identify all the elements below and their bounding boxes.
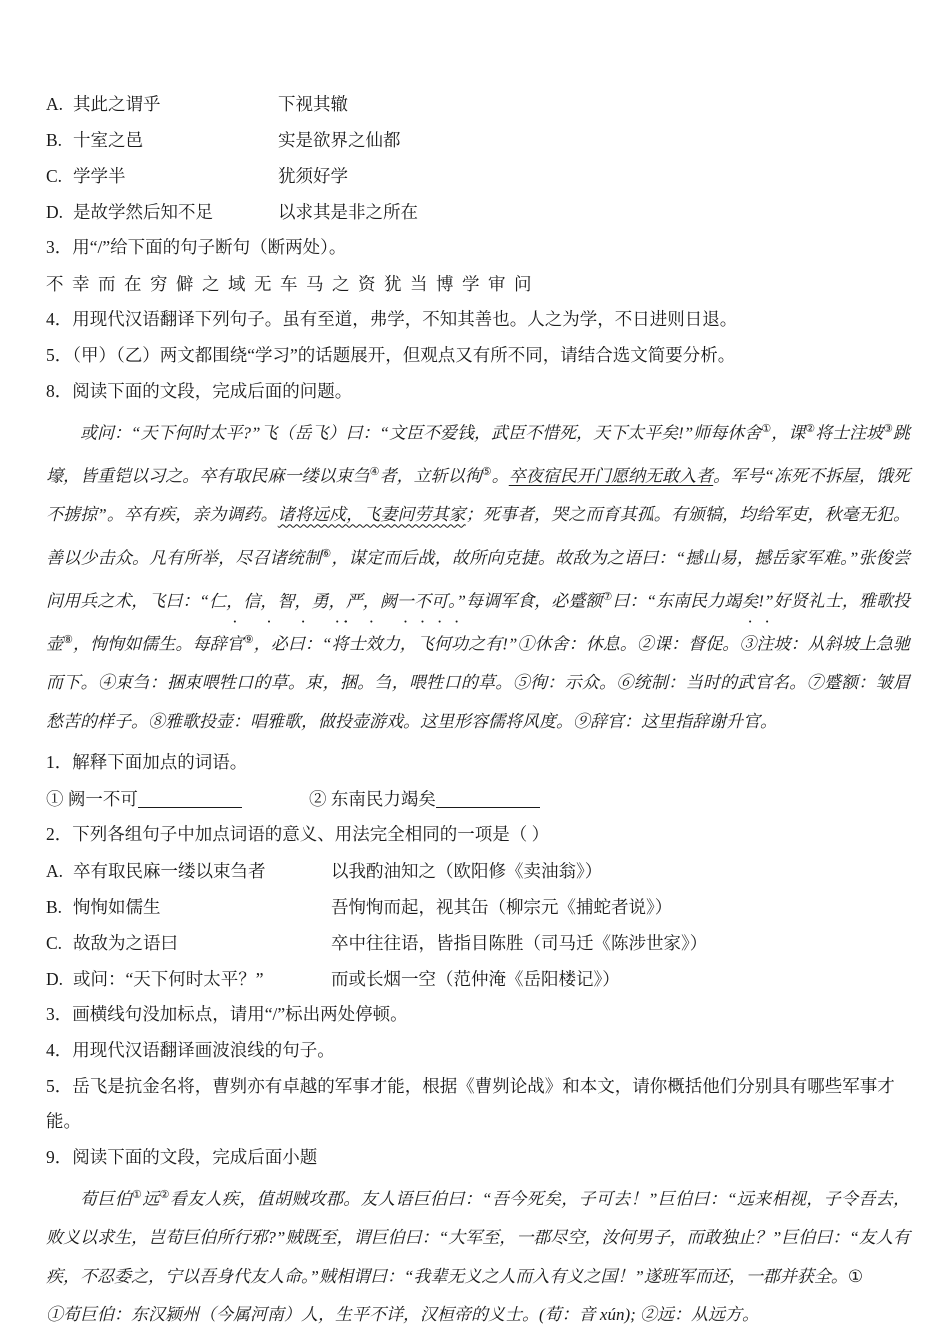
passage-text: 曰：“东南民力	[612, 591, 725, 611]
option-row-a	[46, 853, 910, 889]
question-8-notes: ①休舍：休息。②课：督促。③注坡：从斜坡上急驰而下。④束刍：捆束喂牲口的草。束，捆。刍，喂牲口的草。⑤徇：示众。⑥统制：当时的武官名。⑦蹙额：皱眉愁苦的样子。⑧雅歌投壶：唱雅歌，做投壶游戏。这里形容儒将风度。⑨辞官：这里指辞谢升官。	[46, 634, 910, 731]
note-marker-trailing: ①	[847, 1266, 864, 1286]
question-8-sub-2-label: 2．下列各组句子中加点词语的意义、用法完全相同的一项是（ ）	[46, 824, 550, 845]
note-marker-2: ②	[159, 1189, 170, 1202]
option-letter: B.	[46, 130, 63, 150]
question-9-stem: 9．阅读下面的文段，完成后面小题	[46, 1147, 318, 1168]
passage-text: ；死事者，哭之而育其孤。有颁犒，均给军吏，秋毫无犯。善以少击众。凡有所举，尽召诸统制	[46, 505, 910, 568]
note-marker-2: ②	[805, 423, 816, 435]
passage-text: ，课	[771, 423, 806, 443]
question-8-sub-5: 5．岳飞是抗金名将，曹刿亦有卓越的军事才能，根据《曹刿论战》和本文，请你概括他们分别具有哪些军事才能。	[46, 1076, 895, 1132]
note-marker-1: ①	[761, 423, 772, 435]
passage-text: 或问：“天下何时太平?”飞（岳飞）曰：“文臣不爱钱，武臣不惜死，天下太平矣!”师每休舍	[80, 423, 762, 443]
question-8-passage	[46, 410, 910, 741]
option-row-b	[46, 889, 910, 925]
sub-item-1	[46, 781, 309, 817]
question-4-stem: 4．用现代汉语翻译下列句子。虽有至道，弗学，不知其善也。人之为学，不日进则日退。	[46, 309, 738, 329]
option-row-d	[46, 961, 910, 997]
option-text-right: 而或长烟一空（范仲淹《岳阳楼记》）	[331, 969, 620, 990]
passage-text: 者，立斩以徇	[379, 466, 482, 486]
option-letter: C.	[46, 933, 63, 954]
answer-blank-2[interactable]	[436, 807, 540, 808]
question-8-sub-4: 4．用现代汉语翻译画波浪线的句子。	[46, 1040, 335, 1061]
passage-text: 将士注坡	[815, 423, 884, 443]
option-text-left: 故敌为之语曰	[73, 933, 178, 954]
note-marker-8: ⑧	[63, 634, 74, 647]
sub-item-2	[309, 781, 540, 817]
question-8-sub-1-items	[46, 781, 910, 817]
emphasis-dotted-exhaust: 竭矣	[724, 591, 759, 611]
note-marker-7: ⑦	[602, 590, 613, 603]
option-text-right: 以求其是非之所在	[278, 202, 418, 222]
passage-text: 。	[491, 466, 509, 486]
passage-text: 。军号“冻死不拆屋，饿死不掳掠”。卒有疾，亲为调药。	[46, 466, 911, 525]
note-marker-3: ③	[883, 423, 893, 435]
option-row-a	[46, 86, 910, 122]
options-group-two	[46, 853, 910, 997]
option-text-right: 卒中往往语，皆指目陈胜（司马迁《陈涉世家》）	[331, 933, 708, 954]
sub-item-1-text: ① 阙一不可	[46, 789, 138, 810]
note-marker-6: ⑥	[321, 547, 332, 560]
passage-text: 看友人疾，值胡贼攻郡。友人语巨伯曰：“吾今死矣，子可去！”巨伯曰：“远来相视，子令吾去，败义以求生，岂荀巨伯所行邪?”贼既至，谓巨伯曰：“大军至，一郡尽空，汝何男子，而敢独止？”巨伯曰：“友人有疾，不忍委之，宁以吾身代友人命。”贼相谓曰：“我辈无义之人而入有义之国！”遂班军而还，一郡并获全。	[46, 1189, 911, 1286]
option-letter: D.	[46, 969, 64, 990]
question-8-sub-1-label: 1．解释下面加点的词语。	[46, 752, 248, 773]
option-text-left: 卒有取民麻一缕以束刍者	[73, 861, 266, 882]
note-marker-1: ①	[132, 1189, 143, 1202]
option-text-right: 犹须好学	[278, 166, 348, 186]
passage-text: ，谋定而后战，故所向克捷。故敌为之语曰：“撼山易，撼岳家军难。”张俊尝问用兵之术，飞曰：“	[46, 548, 910, 611]
note-marker-9: ⑨	[243, 634, 254, 647]
option-letter: C.	[46, 166, 63, 186]
underlined-sentence-solid: 卒夜宿民开门愿纳无敢入者	[508, 466, 714, 486]
option-text-right: 实是欲界之仙都	[278, 130, 401, 150]
passage-text: 荀巨伯	[80, 1189, 133, 1209]
note-marker-5: ⑤	[481, 466, 492, 479]
answer-blank-1[interactable]	[138, 807, 242, 808]
question-9-notes: ①荀巨伯：东汉颍州（今属河南）人，生平不详，汉桓帝的义士。(荀：音 xún); ②远：从远方。	[46, 1305, 760, 1325]
option-text-left: 其此之谓乎	[73, 94, 161, 114]
option-row-b	[46, 122, 910, 158]
option-text-left: 恂恂如儒生	[73, 897, 161, 918]
option-text-right: 以我酌油知之（欧阳修《卖油翁》）	[331, 861, 603, 882]
option-letter: B.	[46, 897, 63, 918]
option-text-left: 学学半	[73, 166, 126, 186]
note-marker-4: ④	[369, 466, 380, 479]
option-text-left: 十室之邑	[73, 130, 143, 150]
passage-text: !”好贤礼士，雅歌投壶	[46, 591, 911, 654]
option-row-c	[46, 925, 910, 961]
question-3-sentence: 不幸而在穷僻之域无车马之资犹当博学审问	[46, 274, 540, 294]
passage-text: 。”每调军食，必蹙额	[447, 591, 603, 611]
passage-text: 跳壕，皆重铠以习之。卒有取民麻一缕以束刍	[46, 423, 910, 486]
question-9-passage	[46, 1176, 910, 1296]
options-group-one	[46, 86, 910, 230]
question-8-stem: 8．阅读下面的文段，完成后面的问题。	[46, 381, 353, 401]
question-5-stem: 5．（甲）（乙）两文都围绕“学习”的话题展开，但观点又有所不同，请结合选文简要分析。	[46, 345, 736, 365]
option-text-left: 是故学然后知不足	[73, 202, 213, 222]
passage-text: ，必曰：“将士效力，飞何功之有!”	[253, 634, 518, 654]
option-text-right: 下视其辙	[278, 94, 348, 114]
option-text-right: 吾恂恂而起，视其缶（柳宗元《捕蛇者说》）	[331, 897, 673, 918]
option-letter: D.	[46, 202, 64, 222]
question-3-stem: 3．用“/”给下面的句子断句（断两处）。	[46, 237, 347, 257]
sub-item-2-text: ② 东南民力竭矣	[309, 789, 436, 810]
passage-text: ，恂恂如儒生。每辞官	[73, 634, 244, 654]
option-row-d	[46, 194, 910, 230]
underlined-sentence-wavy: 诸将远戍，飞妻问劳其家	[277, 505, 466, 525]
option-text-left: 或问：“天下何时太平？”	[73, 969, 264, 990]
option-row-c	[46, 158, 910, 194]
option-letter: A.	[46, 861, 64, 882]
option-letter: A.	[46, 94, 64, 114]
question-8-sub-3: 3．画横线句没加标点，请用“/”标出两处停顿。	[46, 1004, 408, 1025]
emphasis-dotted-virtues: 仁， ·信， ·智， ·勇， ·严， ·阙一不可	[209, 592, 448, 611]
passage-text: 远	[142, 1189, 160, 1209]
